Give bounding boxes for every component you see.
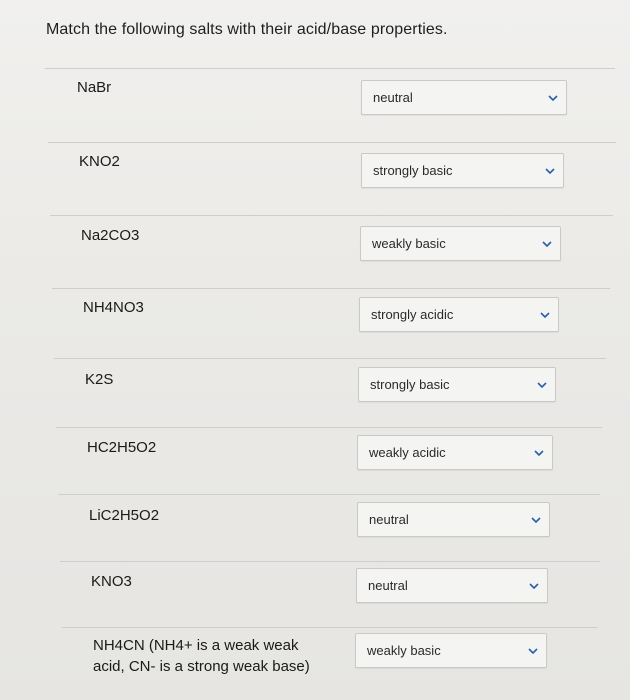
chevron-down-icon (529, 513, 543, 527)
property-select[interactable] (358, 367, 556, 402)
divider (62, 627, 598, 628)
chevron-down-icon (538, 308, 552, 322)
salt-label: Na2CO3 (81, 227, 140, 244)
select-value: weakly basic (367, 643, 441, 658)
select-value: weakly basic (372, 236, 446, 251)
select-value: neutral (369, 512, 409, 527)
chevron-down-icon (527, 579, 541, 593)
divider (54, 358, 606, 359)
select-value: strongly acidic (371, 307, 454, 322)
salt-label: LiC2H5O2 (89, 507, 160, 524)
select-value: neutral (373, 90, 413, 105)
salt-label: NH4NO3 (83, 299, 144, 316)
select-value: strongly basic (373, 163, 453, 178)
select-value: strongly basic (370, 377, 450, 392)
property-select[interactable] (356, 568, 548, 603)
divider (60, 561, 600, 562)
chevron-down-icon (543, 164, 557, 178)
chevron-down-icon (540, 237, 554, 251)
question-text: Match the following salts with their acid/base properties. (46, 21, 448, 38)
salt-label: NaBr (77, 79, 112, 96)
chevron-down-icon (532, 446, 546, 460)
property-select[interactable] (361, 80, 567, 115)
property-select[interactable] (357, 502, 550, 537)
salt-label-line: acid, CN- is a strong weak base) (93, 658, 310, 675)
salt-label: KNO2 (79, 153, 120, 170)
property-select[interactable] (360, 226, 561, 261)
property-select[interactable] (355, 633, 547, 668)
property-select[interactable] (361, 153, 564, 188)
chevron-down-icon (546, 91, 560, 105)
salt-label: HC2H5O2 (87, 439, 157, 456)
salt-label: K2S (85, 371, 114, 388)
select-value: neutral (368, 578, 408, 593)
divider (45, 68, 615, 69)
chevron-down-icon (526, 644, 540, 658)
property-select[interactable] (359, 297, 559, 332)
salt-label-line: NH4CN (NH4+ is a weak weak (93, 637, 299, 654)
divider (48, 142, 616, 143)
select-value: weakly acidic (369, 445, 446, 460)
divider (56, 427, 602, 428)
salt-label: KNO3 (91, 573, 132, 590)
salt-label (93, 635, 310, 677)
chevron-down-icon (535, 378, 549, 392)
divider (50, 215, 613, 216)
property-select[interactable] (357, 435, 553, 470)
divider (52, 288, 610, 289)
divider (58, 494, 600, 495)
